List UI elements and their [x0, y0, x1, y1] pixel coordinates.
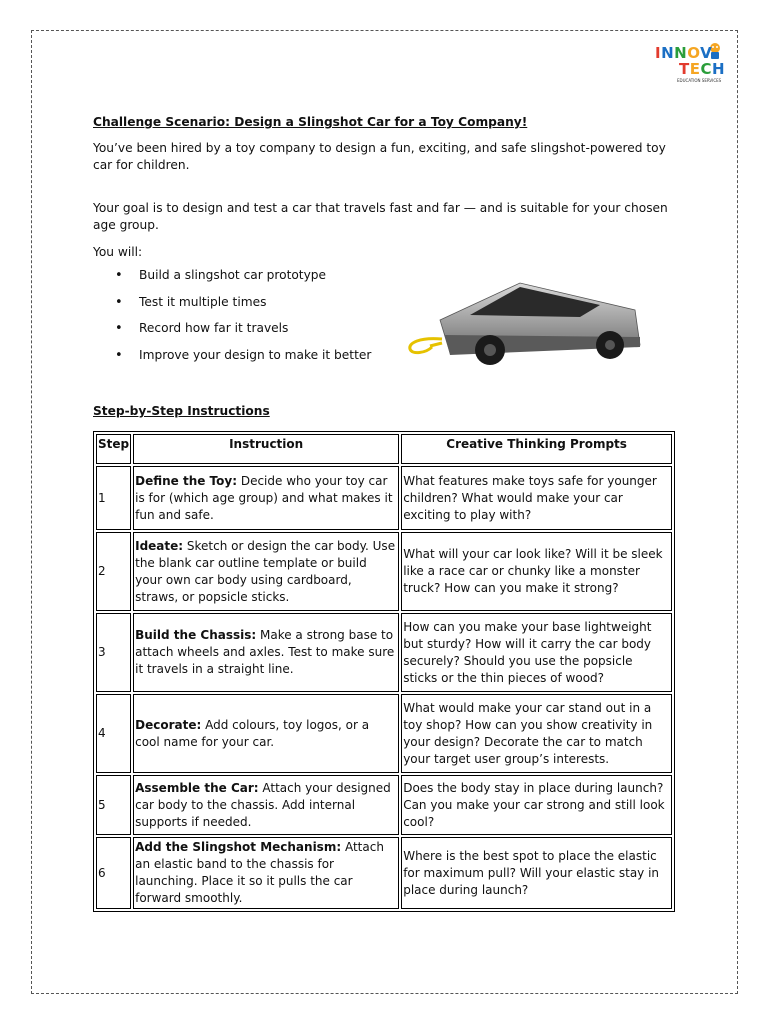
- column-header: Step: [96, 434, 131, 464]
- table-header-row: [96, 434, 672, 464]
- prompt-cell: Where is the best spot to place the elastic for maximum pull? Will your elastic stay in place during launch?: [401, 837, 672, 909]
- challenge-title: Challenge Scenario: Design a Slingshot Car for a Toy Company!: [93, 115, 528, 129]
- column-header: Creative Thinking Prompts: [401, 434, 672, 464]
- goal-paragraph: Your goal is to design and test a car that travels fast and far — and is suitable for your chosen age group.: [93, 201, 668, 232]
- slingshot-car-image: [400, 275, 645, 375]
- table-row: [96, 837, 672, 909]
- logo-line2: TECH: [679, 60, 726, 78]
- instruction-cell: Assemble the Car: Attach your designed car body to the chassis. Add internal supports if needed.: [133, 775, 399, 835]
- company-logo: [655, 40, 727, 84]
- step-number: 6: [96, 837, 131, 909]
- table-row: [96, 532, 672, 611]
- table-row: [96, 613, 672, 692]
- instruction-cell: Define the Toy: Decide who your toy car is for (which age group) and what makes it fun and safe.: [133, 466, 399, 530]
- step-number: 3: [96, 613, 131, 692]
- you-will-label: You will:: [93, 245, 143, 259]
- instruction-cell: Build the Chassis: Make a strong base to attach wheels and axles. Test to make sure it travels in a straight line.: [133, 613, 399, 692]
- step-number: 4: [96, 694, 131, 773]
- prompt-cell: How can you make your base lightweight but sturdy? How will it carry the car body securely? Should you use the popsicle sticks or the thin pieces of wood?: [401, 613, 672, 692]
- prompt-cell: Does the body stay in place during launch? Can you make your car strong and still look cool?: [401, 775, 672, 835]
- instructions-heading: Step-by-Step Instructions: [93, 404, 270, 418]
- prompt-cell: What will your car look like? Will it be sleek like a race car or chunky like a monster truck? How can you make it strong?: [401, 532, 672, 611]
- instruction-cell: Ideate: Sketch or design the car body. Use the blank car outline template or build your own car body using cardboard, straws, or popsicle sticks.: [133, 532, 399, 611]
- table-row: [96, 775, 672, 835]
- table-row: [96, 694, 672, 773]
- list-item: • Test it multiple times: [115, 295, 371, 322]
- task-list: [115, 268, 371, 374]
- step-number: 1: [96, 466, 131, 530]
- instruction-cell: Add the Slingshot Mechanism: Attach an elastic band to the chassis for launching. Place it so it pulls the car forward smoothly.: [133, 837, 399, 909]
- logo-line1: INNOV: [655, 44, 713, 62]
- prompt-cell: What features make toys safe for younger children? What would make your car exciting to play with?: [401, 466, 672, 530]
- logo-tagline: EDUCATION SERVICES: [677, 78, 722, 83]
- column-header: Instruction: [133, 434, 399, 464]
- intro-paragraph: You’ve been hired by a toy company to design a fun, exciting, and safe slingshot-powered toy car for children.: [93, 141, 666, 172]
- list-item: • Build a slingshot car prototype: [115, 268, 371, 295]
- instructions-table: [93, 431, 675, 912]
- instruction-cell: Decorate: Add colours, toy logos, or a cool name for your car.: [133, 694, 399, 773]
- list-item: • Record how far it travels: [115, 321, 371, 348]
- step-number: 2: [96, 532, 131, 611]
- list-item: • Improve your design to make it better: [115, 348, 371, 375]
- prompt-cell: What would make your car stand out in a toy shop? How can you show creativity in your design? Decorate the car to match your target user group’s interests.: [401, 694, 672, 773]
- table-row: [96, 466, 672, 530]
- step-number: 5: [96, 775, 131, 835]
